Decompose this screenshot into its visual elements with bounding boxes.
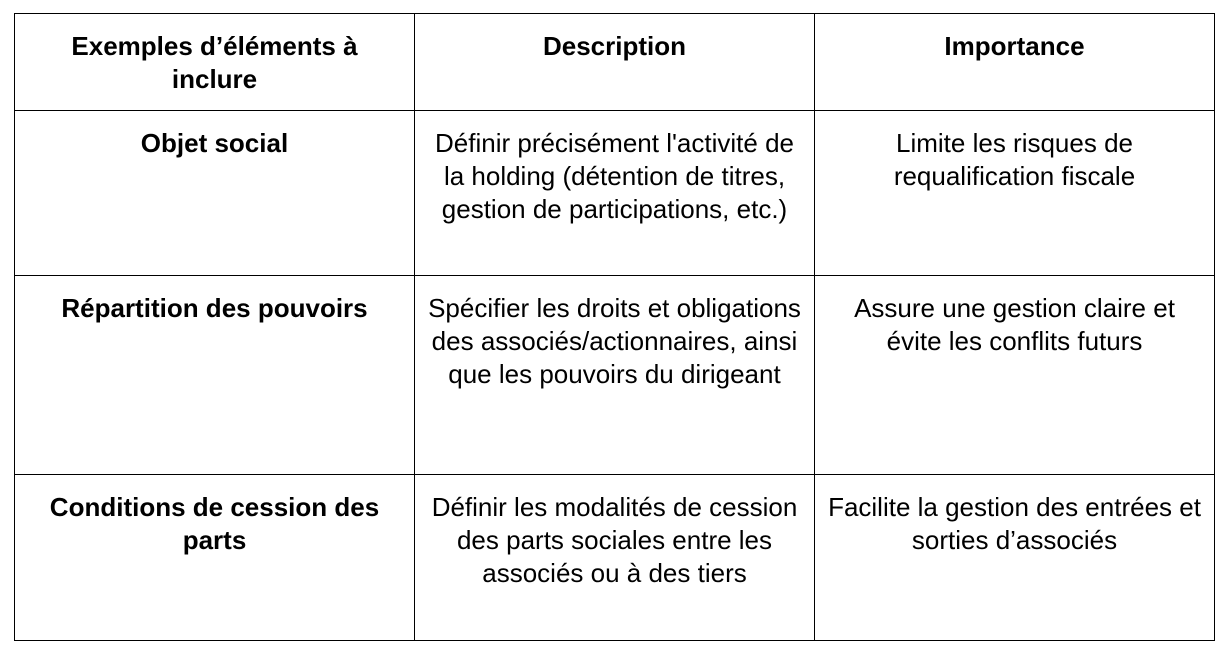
cell-element-text: Objet social xyxy=(140,128,289,158)
table-row xyxy=(15,475,1215,641)
cell-description-text: Spécifier les droits et obligations des associés/actionnaires, ainsi que les pouvoirs du dirigeant xyxy=(428,293,801,389)
cell-description-text: Définir précisément l'activité de la holding (détention de titres, gestion de participations, etc.) xyxy=(435,128,794,224)
header-elements xyxy=(15,14,415,111)
header-elements-label: Exemples d’éléments à inclure xyxy=(71,31,358,94)
cell-importance xyxy=(815,111,1215,276)
cell-importance-text: Facilite la gestion des entrées et sorties d’associés xyxy=(828,492,1201,555)
cell-importance xyxy=(815,475,1215,641)
cell-importance-text: Limite les risques de requalification fiscale xyxy=(893,128,1136,191)
cell-description xyxy=(415,111,815,276)
table-header-row xyxy=(15,14,1215,111)
header-description-label: Description xyxy=(542,31,687,61)
table-row xyxy=(15,276,1215,475)
cell-description xyxy=(415,276,815,475)
header-importance-label: Importance xyxy=(944,31,1085,61)
cell-importance-text: Assure une gestion claire et évite les conflits futurs xyxy=(854,293,1175,356)
cell-element xyxy=(15,111,415,276)
header-description xyxy=(415,14,815,111)
header-importance xyxy=(815,14,1215,111)
cell-element xyxy=(15,475,415,641)
table-row xyxy=(15,111,1215,276)
cell-description-text: Définir les modalités de cession des parts sociales entre les associés ou à des tiers xyxy=(431,492,798,588)
statuts-table xyxy=(14,13,1215,641)
cell-importance xyxy=(815,276,1215,475)
cell-description xyxy=(415,475,815,641)
cell-element-text: Répartition des pouvoirs xyxy=(61,293,368,323)
cell-element xyxy=(15,276,415,475)
cell-element-text: Conditions de cession des parts xyxy=(49,492,380,555)
